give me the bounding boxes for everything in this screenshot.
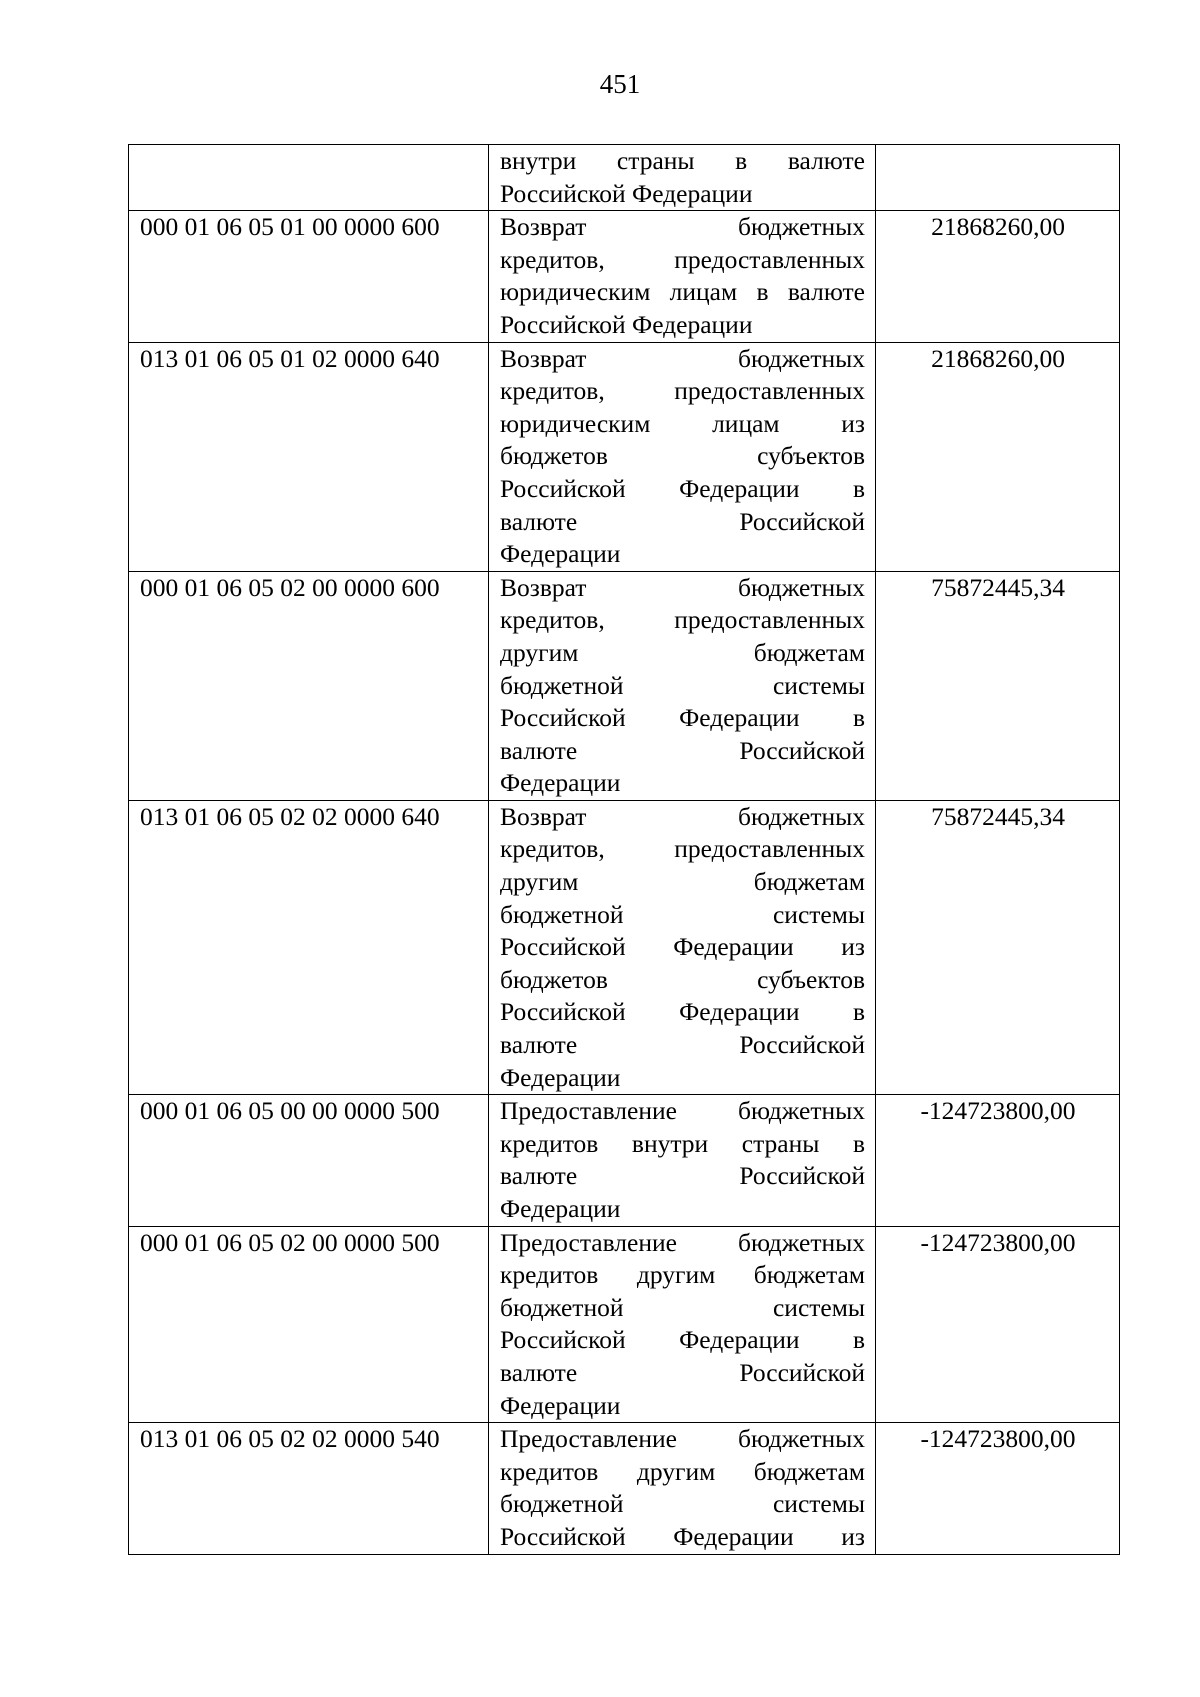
item-name-line: Федерации xyxy=(500,539,621,569)
item-name-line: Российской Федерации в xyxy=(500,473,865,503)
budget-code-cell: 000 01 06 05 00 00 0000 500 xyxy=(129,1095,489,1226)
item-name-line: Возврат бюджетных xyxy=(500,801,865,831)
table-row xyxy=(129,211,1120,342)
amount-cell: 21868260,00 xyxy=(876,211,1120,342)
table-row xyxy=(129,571,1120,800)
item-name-line: бюджетов субъектов xyxy=(500,964,865,994)
table-body xyxy=(129,145,1120,1555)
budget-code-cell xyxy=(129,145,489,211)
item-name-line: Российской Федерации из xyxy=(500,932,865,962)
item-name-line: Федерации xyxy=(500,1062,621,1092)
item-name-line: Предоставление бюджетных xyxy=(500,1096,865,1126)
item-name-line: кредитов, предоставленных xyxy=(500,244,865,274)
item-name-line: внутри страны в валюте xyxy=(500,146,865,175)
item-name-cell xyxy=(489,1226,876,1423)
table-row xyxy=(129,342,1120,571)
amount-cell xyxy=(876,145,1120,211)
amount-cell: -124723800,00 xyxy=(876,1226,1120,1423)
item-name-line: кредитов другим бюджетам xyxy=(500,1260,865,1290)
budget-table xyxy=(128,144,1120,1555)
table-row xyxy=(129,1226,1120,1423)
item-name-line: другим бюджетам xyxy=(500,637,865,667)
item-name-cell xyxy=(489,145,876,211)
item-name-cell xyxy=(489,800,876,1094)
table-row xyxy=(129,1423,1120,1554)
table-row xyxy=(129,1095,1120,1226)
page-number: 451 xyxy=(599,69,641,99)
item-name-line: Российской Федерации из xyxy=(500,1521,865,1551)
item-name-line: другим бюджетам xyxy=(500,867,865,897)
item-name-line: Российской Федерации в xyxy=(500,1325,865,1355)
amount-cell: 21868260,00 xyxy=(876,342,1120,571)
item-name-line: кредитов другим бюджетам xyxy=(500,1456,865,1486)
item-name-line: кредитов, предоставленных xyxy=(500,834,865,864)
item-name-line: валюте Российской xyxy=(500,1161,865,1191)
budget-code-cell: 000 01 06 05 02 00 0000 500 xyxy=(129,1226,489,1423)
table-row xyxy=(129,800,1120,1094)
item-name-line: бюджетной системы xyxy=(500,1292,865,1322)
item-name-cell xyxy=(489,1423,876,1554)
item-name-line: Предоставление бюджетных xyxy=(500,1424,865,1454)
item-name-line: валюте Российской xyxy=(500,1030,865,1060)
table-row xyxy=(129,145,1120,211)
amount-cell: 75872445,34 xyxy=(876,571,1120,800)
item-name-line: Российской Федерации в xyxy=(500,703,865,733)
item-name-cell xyxy=(489,571,876,800)
item-name-line: Российской Федерации xyxy=(500,178,753,208)
item-name-line: Возврат бюджетных xyxy=(500,343,865,373)
budget-code-cell: 013 01 06 05 01 02 0000 640 xyxy=(129,342,489,571)
item-name-line: Возврат бюджетных xyxy=(500,572,865,602)
item-name-line: юридическим лицам из xyxy=(500,408,865,438)
item-name-line: Федерации xyxy=(500,768,621,798)
item-name-line: бюджетной системы xyxy=(500,1489,865,1519)
item-name-line: бюджетов субъектов xyxy=(500,441,865,471)
item-name-cell xyxy=(489,342,876,571)
item-name-line: валюте Российской xyxy=(500,506,865,536)
item-name-line: валюте Российской xyxy=(500,1357,865,1387)
item-name-line: кредитов, предоставленных xyxy=(500,605,865,635)
budget-code-cell: 000 01 06 05 02 00 0000 600 xyxy=(129,571,489,800)
budget-code-cell: 000 01 06 05 01 00 0000 600 xyxy=(129,211,489,342)
item-name-line: кредитов, предоставленных xyxy=(500,376,865,406)
item-name-line: бюджетной системы xyxy=(500,670,865,700)
item-name-line: Предоставление бюджетных xyxy=(500,1227,865,1257)
amount-cell: 75872445,34 xyxy=(876,800,1120,1094)
item-name-line: валюте Российской xyxy=(500,735,865,765)
amount-cell: -124723800,00 xyxy=(876,1095,1120,1226)
item-name-line: Федерации xyxy=(500,1194,621,1223)
item-name-line: Российской Федерации xyxy=(500,309,753,339)
item-name-cell xyxy=(489,211,876,342)
item-name-line: бюджетной системы xyxy=(500,899,865,929)
budget-code-cell: 013 01 06 05 02 02 0000 640 xyxy=(129,800,489,1094)
item-name-line: Федерации xyxy=(500,1390,621,1420)
item-name-cell xyxy=(489,1095,876,1226)
item-name-line: Российской Федерации в xyxy=(500,997,865,1027)
budget-code-cell: 013 01 06 05 02 02 0000 540 xyxy=(129,1423,489,1554)
item-name-line: кредитов внутри страны в xyxy=(500,1128,865,1158)
item-name-line: юридическим лицам в валюте xyxy=(500,277,865,307)
amount-cell: -124723800,00 xyxy=(876,1423,1120,1554)
item-name-line: Возврат бюджетных xyxy=(500,212,865,242)
